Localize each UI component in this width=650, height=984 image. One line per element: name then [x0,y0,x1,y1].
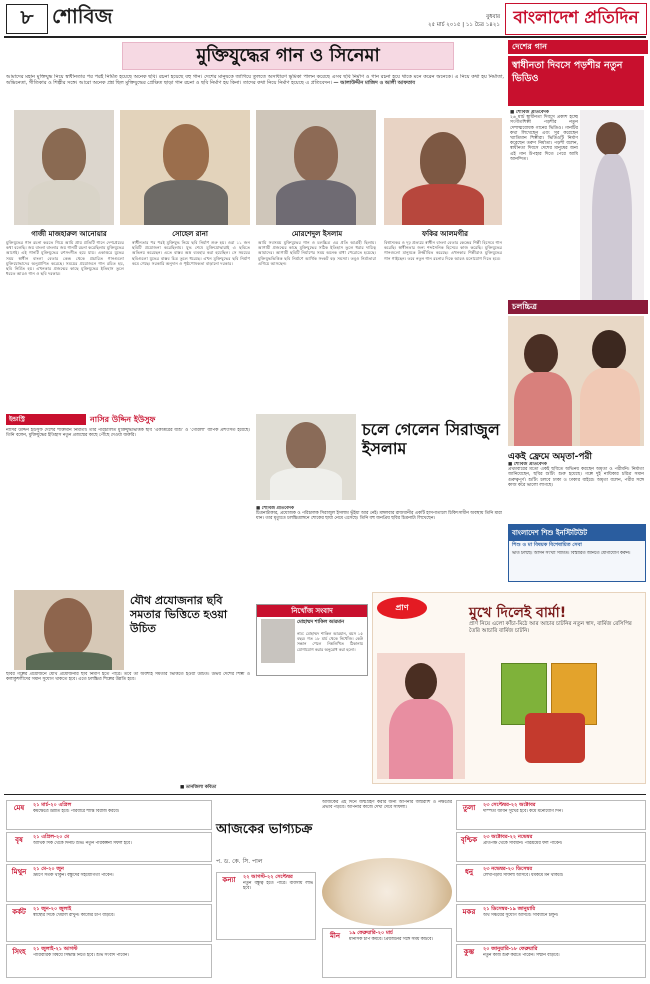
horoscope-sign-text: ভ্রমণে সতর্ক থাকুন। বন্ধুদের সহযোগিতা পাবেন। [33,873,114,878]
caption-morshed: মোরশেদুল ইসলাম [291,230,343,238]
page-number: ৮ [6,4,48,34]
horoscope-sign-text: কর্মক্ষেত্রে উন্নতি হবে। পরিবারে শান্তি বিরাজ করবে। [33,809,120,814]
horoscope-sign-text: অর্থ সঞ্চয়ের সুযোগ আসবে। সাবধানে চলুন। [483,913,559,918]
obituary-body-text: চিত্রনাট্যকার, প্রযোজক ও পরিচালক সিরাজুল ইসলাম ভূঁইয়া আর নেই। মঙ্গলবার রাজধানীর একটি হাসপাতালে চিকিৎসাধীন অবস্থায় তিনি মারা যান। তার মৃত্যুতে চলচ্চিত্রাঙ্গনে শোকের ছায়া নেমে এসেছে। তিনি বহু জনপ্রিয় ছবির চিত্রনাট্য লিখেছেন। [256,511,502,522]
horoscope-sign-box [6,832,212,862]
lead-column-1: মুক্তিযুদ্ধের গান রচনা করতে গিয়ে আমি প্রায় প্রতিটি গানে দেশপ্রেমের কথা বলেছি। জয় বাংলা বাংলার জয় গানটি রচনা করেছিলাম মুক্তিযুদ্ধের আগেই। এই গানটি মুক্তিযুদ্ধের রণসংগীত হয়ে যায়। একাত্তরে যুদ্ধের সময় স্বাধীন বাংলা বেতার কেন্দ্র থেকে প্রচারিত গানগুলো মুক্তিযোদ্ধাদের অনুপ্রাণিত করেছে। সময়ের প্রয়োজনে গান রচিত হয়, ছবি নির্মিত হয়। এখনকার প্রজন্মের কাছে মুক্তিযুদ্ধের ইতিহাস তুলে ধরতে আরও গান ও ছবি দরকার। [6,240,124,277]
horoscope-sign-name: মীন [329,932,341,940]
film-headline: একই ফ্রেমে অমৃতা-পরী [508,452,593,462]
horoscope-sign-text: নতুন বন্ধুত্ব হতে পারে। ব্যবসায় লাভ হবে। [243,881,313,892]
pran-ad [372,592,646,784]
sidebar-body-text: ২৬ মার্চ স্বাধীনতা দিবসে প্রকাশ হচ্ছে সংগীতশিল্পী পড়শীর নতুন দেশাত্মবোধক গানের ভিডিও। গানটির কথা লিখেছেন এবং সুর করেছেন খ্যাতিমান শিল্পীরা। ভিডিওটি নির্মাণ করেছেন তরুণ নির্মাতা। পড়শী বলেন, স্বাধীনতা দিবসে দেশের মানুষের জন্য এই গান উপহার দিতে পেরে আমি আনন্দিত। [510,115,578,162]
horoscope-sign-box [6,800,212,830]
date-line [330,14,500,30]
lead-banner: মুক্তিযুদ্ধের গান ও সিনেমা [122,42,454,70]
horoscope-sign-date: ২২ আগস্ট-২২ সেপ্টেম্বর [243,874,293,880]
quote-sign: ■ তানজিলা কবিতা [180,785,217,790]
obituary-headline: চলে গেলেন সিরাজুল ইসলাম [362,420,500,458]
horoscope-sign-text: আর্থিক দিক থেকে দিনটি শুভ। নতুন পরিকল্পনা সফল হবে। [33,841,132,846]
lead-column-3: আমি সবসময় মুক্তিযুদ্ধের গান ও চলচ্চিত্র এর প্রতি আগ্রহী ছিলাম। আগামী প্রজন্মের কাছে মুক্তিযুদ্ধের সঠিক ইতিহাস তুলে ধরার দায়িত্ব আমাদের। আগামী ছবিটি নির্মাণের সময় অনেক বাধা পেরোতে হয়েছে। মুক্তিযুদ্ধভিত্তিক ছবি নির্মাণে আর্থিক সংকট বড় সমস্যা। তবুও নির্মাতারা এগিয়ে আসছেন। [258,240,376,266]
horoscope-sign-box [456,864,646,902]
horoscope-sign-date: ২০ জানুয়ারি-১৮ ফেব্রুয়ারি [483,946,538,952]
caption-sohel: সোহেল রানা [172,230,208,238]
director-body: নাসির উদ্দিন ইউসুফ দেশের শক্তিমান নির্মাতা। তার পরিচালিত মুক্তিযুদ্ধভিত্তিক ছবি 'একাত্তরের যীশু' ও 'গেরিলা' ব্যাপক প্রশংসিত হয়েছে। তিনি বলেন, মুক্তিযুদ্ধের ইতিহাস নতুন প্রজন্মের কাছে পৌঁছে দেওয়া জরুরি। [6,428,250,439]
horoscope-sign-text: দাম্পত্য জীবন সুখের হবে। কর্মে মনোযোগ দিন। [483,809,563,814]
horoscope-sign-text: স্বাস্থ্যের দিকে খেয়াল রাখুন। কাজের চাপ বাড়বে। [33,913,115,918]
institute-title: বাংলাদেশ শিশু ইনস্টিটিউট [509,525,645,541]
actresses-photo [508,316,644,446]
horoscope-author: প. ড. কে. সি. পাল [216,858,263,865]
lead-byline: — আলাউদ্দীন মাজিদ ও আলী আফতাব [333,80,416,86]
horoscope-sign-text: নতুন কাজ শুরু করতে পারেন। সম্মান বাড়বে। [483,953,560,958]
institute-subtitle: শিশু ও মা বিষয়ক বিশেষায়িত সেবা [512,542,582,548]
horoscope-sign-box [6,864,212,902]
horoscope-sign-box [456,832,646,862]
horoscope-sign-name: বৃশ্চিক [460,836,478,844]
horoscope-title: আজকের ভাগ্যচক্র [216,822,313,837]
pran-body: প্রাণ নিয়ে এলো কাঁচা-মিঠে আর আচার চাটনির নতুন স্বাদ, বার্মিজ রেসিপির তৈরি আচারি বার্মিজ চাটনি। [469,621,632,634]
horoscope-sign-text: প্রতিপক্ষ থেকে সাবধান। পরিশ্রমের ফল পাবেন। [483,841,563,846]
horoscope-sign-box [456,944,646,978]
masthead-logo: বাংলাদেশ প্রতিদিন [505,3,647,35]
institute-body: ভর্তি চলছে। আসন সংখ্যা সীমিত। বিস্তারিত জানতে যোগাযোগ করুন। [512,551,631,556]
institute-ad [508,524,646,582]
quote-title: যৌথ প্রযোজনার ছবি সমতার ভিত্তিতে হওয়া উচিত [130,594,228,635]
horoscope-sign-box [322,928,452,978]
horoscope-sign-name: মকর [462,908,476,916]
horoscope-sign-text: পারিবারিক বিষয়ে সিদ্ধান্ত নিতে হবে। শুভ সংবাদ পাবেন। [33,953,129,958]
horoscope-sign-name: কুম্ভ [463,948,475,956]
film-body-text: প্রথমবারের মতো একই ছবিতে অভিনয় করছেন অমৃতা ও পরীমনি। নির্মাতা জানিয়েছেন, ছবির শুটিং শুরু হয়েছে। গল্পে দুই নায়িকার চরিত্র সমান গুরুত্বপূর্ণ। শুটিং চলবে ঢাকা ও ঢাকার বাইরে। অমৃতা বলেন, পরীর সঙ্গে কাজ করে ভালো লাগছে। [508,467,644,488]
horoscope-intro: আজকের এই দিনে জন্মগ্রহণ করার জন্য আপনার জন্মরাশি ও নক্ষত্রের প্রভাব পড়বে। আপনার কাজে দেখা দেবে সাফল্য। [322,800,452,811]
horoscope-sign-box [456,904,646,942]
zodiac-wheel-icon [322,858,452,926]
sidebar-headline: স্বাধীনতা দিবসে পড়শীর নতুন ভিডিও [508,56,644,106]
horoscope-sign-date: ২১ মে-২০ জুন [33,866,64,872]
portrait-fakir [384,118,502,225]
horoscope-sign-name: তুলা [462,804,476,812]
director-name: নাসির উদ্দিন ইউসুফ [90,415,156,424]
obituary-reporter: ■ শোবিজ প্রতিবেদক [256,506,294,511]
horoscope-sign-name: কর্কট [12,908,26,916]
horoscope-sign-text: লেখাপড়ায় সাফল্য আসবে। ধর্মকর্মে মন থাকবে। [483,873,564,878]
weekday: বুধবার [486,14,500,20]
horoscope-sign-date: ২১ ডিসেম্বর-১৯ জানুয়ারি [483,906,536,912]
horoscope-sign-name: মেষ [13,804,25,812]
horoscope-sign-name: কন্যা [222,876,236,884]
horoscope-sign-date: ১৯ ফেব্রুয়ারি-২০ মার্চ [349,930,393,936]
quote-body: ছবির গল্পের প্রয়োজনে যৌথ প্রযোজনার ছবি নির্মাণ হতে পারে। তবে তা অবশ্যই সমতার ভিত্তিতে হওয়া উচিত। উভয় দেশের শিল্পী ও কলাকুশলীদের সমান সুযোগ থাকতে হবে। এতে চলচ্চিত্র শিল্পের উন্নতি হবে। [6,672,250,683]
lead-column-4: বিশ্বাস্যকর ও দৃঢ় প্রত্যয়ে স্বাধীন বাংলা বেতার কেন্দ্রের শিল্পী হিসেবে গান করেছি। স্বাধীনতার জন্য শব্দসৈনিক হিসেবে কাজ করেছি। মুক্তিযুদ্ধের গানগুলো মানুষকে উজ্জীবিত করেছে। এখনকার শিল্পীরাও মুক্তিযুদ্ধের গান গাইছেন। তবে নতুন গান রচনার দিকে আরও মনোযোগ দিতে হবে। [384,240,502,261]
sidebar-section-label: দেশের গান [508,40,648,54]
lead-intro-text: আমাদের মহান মুক্তিযুদ্ধ নিয়ে স্বাধীনতার পর পরই নির্মিত হয়েছে অনেক ছবি। রচনা হয়েছে বহু গান। দেশের মানুষকে জাগিয়ে তুলতে অসাধারণ ভূমিকা পালন করেছে এসব ছবি নির্মাণ ও গান রচনা হয়ে থাকে মনে করেন অনেকে। এ নিয়ে কথা হয় নির্মাতা, অভিনেতা, গীতিকার ও শিল্পীর সঙ্গে। আরো অনেক প্রশ্ন ছিল মুক্তিযুদ্ধের প্রেক্ষিত ছাড়া গান রচনা ও ছবি নির্মাণ হয় কিনা। তাদের কথা নিয়ে নির্মাণ হয়েছে এ প্রতিবেদন। [6,74,504,86]
pran-model-photo [377,653,465,779]
lead-intro [6,74,504,104]
horoscope-sign-date: ২১ মার্চ-২০ এপ্রিল [33,802,72,808]
horoscope-sign-date: ২৩ নভেম্বর-২০ ডিসেম্বর [483,866,533,872]
horoscope-sign-date: ২১ এপ্রিল-২০ মে [33,834,70,840]
missing-photo [261,619,295,663]
portrait-gazi [14,110,114,225]
director-photo [14,590,124,670]
caption-gazi: গাজী মাজহারুল আনোয়ার [31,230,107,238]
film-reporter: ■ শোবিজ প্রতিবেদক [508,462,547,467]
portrait-morshed [256,110,376,225]
missing-name: মোহাম্মদ শাকিল আরমান [297,620,345,625]
horoscope-sign-box [456,800,646,830]
horoscope-sign-date: ২১ জুলাই-২১ আগস্ট [33,946,78,952]
missing-body: নাম: মোহাম্মদ শাকিল আরমান, বয়স ১৫ বছর। গত ১৮ মার্চ থেকে নিখোঁজ। কেউ সন্ধান পেলে নিম্নলিখিত ঠিকানায় যোগাযোগ করার অনুরোধ করা হলো। [297,631,363,652]
horoscope-sign-date: ২১ জুন-২০ জুলাই [33,906,72,912]
horoscope-sign-date: ২৩ সেপ্টেম্বর-২২ অক্টোবর [483,802,536,808]
section-title: শোবিজ [52,3,113,28]
pran-headline: মুখে দিলেই বার্মা! [469,605,567,621]
missing-label: নিখোঁজ সংবাদ [257,605,367,617]
lead-column-2: স্বাধীনতার পর পরই মুক্তিযুদ্ধ নিয়ে ছবি নির্মাণ শুরু হয়। ওরা ১১ জন ছবিটি প্রযোজনা করেছিলাম। যুদ্ধ শেষে মুক্তিযোদ্ধারাই এ ছবিতে অভিনয় করেছেন। এতে বাস্তব অস্ত্র ব্যবহার করা হয়েছিল। সে সময়ের ছবিগুলো যুদ্ধের বাস্তব চিত্র তুলে ধরেছে। এখন মুক্তিযুদ্ধের ছবি নির্মাণ কমে গেছে। সরকারি অনুদান ও পৃষ্ঠপোষকতা বাড়ানো দরকার। [132,240,250,266]
director-label: ইন্ডাস্ট্রি [6,414,86,425]
horoscope-sign-name: সিংহ [12,948,26,956]
horoscope-sign-name: বৃষ [15,836,23,844]
horoscope-sign-box [216,872,316,940]
horoscope-sign-text: মানসিক চাপ কমবে। প্রিয়জনের সঙ্গে সময় কাটবে। [349,937,433,942]
horoscope-sign-name: মিথুন [11,868,27,876]
obituary-photo [256,414,356,500]
portrait-sohel [120,110,250,225]
header-rule [4,36,646,38]
horoscope-sign-box [6,944,212,978]
pran-pack-3 [525,713,585,763]
horoscope-sign-date: ২৩ অক্টোবর-২২ নভেম্বর [483,834,533,840]
sidebar-body [510,110,578,280]
obituary-body [256,506,502,596]
sidebar-reporter: ■ শোবিজ প্রতিবেদক [510,110,549,115]
film-section-label: চলচ্চিত্র [508,300,648,314]
horoscope-sign-name: ধনু [464,868,474,876]
caption-fakir: ফকির আলমগীর [421,230,468,238]
film-body [508,462,644,518]
singer-photo [580,110,644,300]
pran-logo: প্রাণ [377,597,427,619]
date-text: ২৫ মার্চ ২০১৫ | ১১ চৈত্র ১৪২১ [427,22,500,28]
missing-box [256,604,368,676]
horoscope-sign-box [6,904,212,942]
